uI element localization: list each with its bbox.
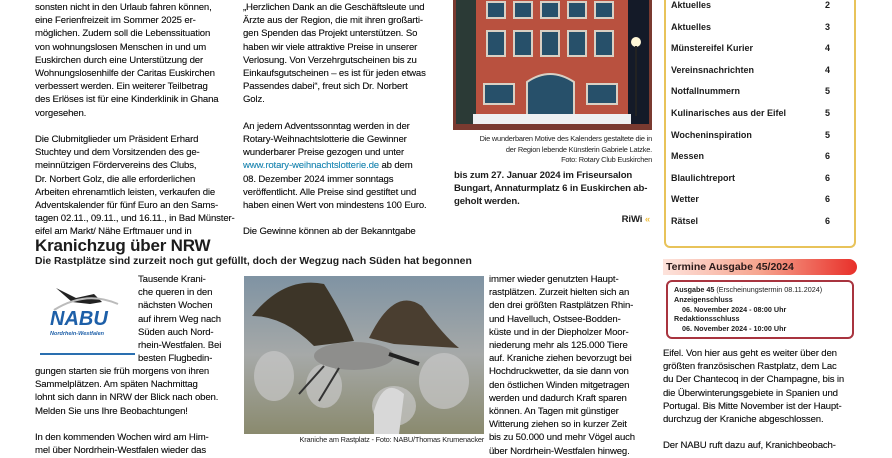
toc-item-label: Vereinsnachrichten	[671, 64, 755, 75]
text-line: Adventskalender für fünf Euro an den Sams-	[35, 200, 219, 212]
text-line: Eifel. Von hier aus geht es weiter über den	[663, 348, 837, 359]
article-column-4	[663, 347, 868, 453]
toc-item-label: Notfallnummern	[671, 86, 741, 97]
article-column-2-top	[243, 1, 448, 239]
text-line: besten Flugbedin-	[138, 353, 213, 365]
toc-item[interactable]	[671, 22, 830, 36]
text-line: gungen starten sie früh morgens von ihren	[35, 366, 210, 377]
text-line: Die Clubmitglieder um Präsident Erhard	[35, 134, 199, 146]
logo-underline	[40, 353, 135, 355]
nabu-logo-text: NABU	[50, 308, 108, 330]
toc-item-page: 2	[824, 0, 830, 10]
toc-item-label: Aktuelles	[671, 0, 712, 10]
text-line: haben einen Wert von mindestens 100 Euro.	[243, 200, 427, 212]
text-line: den drei größten Rastplätzen Rhin-	[489, 300, 634, 312]
text-line: Dr. Norbert Golz, die alle erforderlichen	[35, 173, 196, 185]
calendar-image-caption	[453, 134, 652, 166]
text-line: Stuchtey und dem Vorsitzenden des ge-	[35, 147, 200, 159]
toc-item[interactable]	[671, 216, 830, 230]
text-line: küste und in der Diepholzer Moor-	[489, 326, 629, 338]
text-line: Die wunderbaren Motive des Kalenders gestaltete die in	[479, 134, 652, 143]
toc-item-page: 4	[824, 43, 830, 54]
toc-item-label: Rätsel	[671, 216, 699, 226]
lottery-link[interactable]: www.rotary-weihnachtslotterie.de	[243, 160, 379, 172]
toc-item-page: 6	[824, 194, 830, 205]
toc-item[interactable]	[671, 108, 830, 122]
article-column-3	[489, 273, 654, 458]
text-line: über Nordrhein-Westfalen hinweg.	[489, 445, 630, 457]
text-line: che queren in den	[138, 287, 213, 299]
author-initials: RiWi	[621, 213, 643, 225]
text-line: können. An Tagen mit günstiger	[489, 406, 619, 418]
text-line: tagen 02.11., 09.11., und 16.11., in Bad Münster-	[35, 213, 235, 225]
text-line: Euskirchen durch eine Unterstützung der	[35, 54, 203, 66]
text-line: Golz.	[243, 94, 265, 106]
text-line: Witterung ziehen so in kurzer Zeit	[489, 419, 627, 431]
text-line: bis zu 50.000 und mehr Vögel auch	[489, 432, 635, 444]
toc-item-page: 6	[824, 151, 830, 162]
text-line: In den kommenden Wochen wird am Him-	[35, 432, 209, 443]
text-line: möglichen. Zudem soll die Lebenssituation	[35, 28, 211, 40]
text-line: 08. Dezember 2024 immer sonntags	[243, 173, 394, 185]
text-line: eine Ferienfreizeit im Sommer 2025 er-	[35, 15, 196, 27]
text-line: Der NABU ruft dazu auf, Kranichbeobach-	[663, 440, 836, 452]
text-line: „Herzlichen Dank an die Geschäftsleute und	[243, 2, 425, 13]
article-headline: Kranichzug über NRW	[35, 236, 211, 255]
text-line: Tausende Krani-	[138, 274, 206, 285]
article-intro-narrow	[138, 273, 238, 365]
text-line: Einkaufsgutscheinen – es ist für jeden etwas	[243, 68, 426, 80]
issue-date: (Erscheinungstermin 08.11.2024)	[714, 285, 823, 294]
lottery-link-line	[243, 159, 448, 172]
nabu-logo-sub: Nordrhein-Westfalen	[50, 331, 104, 337]
toc-item-page: 5	[824, 108, 830, 118]
toc-item-page: 5	[824, 86, 830, 97]
toc-item-page: 5	[824, 129, 830, 140]
advent-calendar-image	[453, 0, 652, 130]
toc-item-page: 6	[824, 172, 830, 183]
text-line: verbessert werden. Ein weiterer Teilbetrag	[35, 81, 208, 93]
text-line: Rotary-Weihnachtslotterie die Gewinner	[243, 134, 407, 146]
text-line: Die Gewinne können ab der Bekanntgabe	[243, 226, 416, 238]
text-line: des Erlöses ist für eine Kinderklinik in Ghana	[35, 94, 219, 106]
text-line: geholt werden.	[454, 196, 520, 208]
text-line: Bungart, Annaturmplatz 6 in Euskirchen ab-	[454, 183, 648, 195]
text-line: lohnt sich dann in NRW der Blick nach oben.	[35, 392, 219, 404]
end-mark: «	[644, 213, 650, 225]
crane-photo-caption: Kraniche am Rastplatz - Foto: NABU/Thomas Krumenacker	[299, 435, 484, 444]
text-line: niederung mehr als 125.000 Tiere	[489, 340, 628, 352]
toc-item[interactable]	[671, 86, 830, 100]
toc-item[interactable]	[671, 173, 830, 187]
text-line: rastplätzen. Zurzeit hielten sich an	[489, 287, 630, 299]
text-line: An jedem Adventssonntag werden in der	[243, 120, 410, 132]
text-line: die Überwinterungsgebiete in Spanien und	[663, 387, 838, 399]
article-subline: Die Rastplätze sind zurzeit noch gut gefüllt, doch der Wegzug nach Süden hat begonnen	[35, 256, 472, 267]
text-line: Foto: Rotary Club Euskirchen	[561, 155, 652, 164]
text-line: werden und dadurch Kraft sparen	[489, 392, 627, 404]
text-line: größten französischen Rastplatz, dem Lac	[663, 361, 837, 373]
toc-item-label: Messen	[671, 151, 705, 162]
text-line: von wohnungslosen Menschen in und um	[35, 41, 207, 53]
toc-item-label: Münstereifel Kurier	[671, 43, 754, 54]
article-intro-wide	[35, 365, 240, 457]
termine-box	[666, 280, 854, 339]
text-line: Portugal. Bis Mitte November ist der Haupt-	[663, 400, 842, 412]
text-line: Melden Sie uns Ihre Beobachtungen!	[35, 405, 188, 417]
toc-item-page: 4	[824, 64, 830, 75]
text-line: Hochdruckwetter, da sie dann von	[489, 366, 629, 378]
text-line: rhein-Westfalen. Bei	[138, 340, 222, 352]
crane-photo	[244, 276, 484, 434]
toc-item-label: Kulinarisches aus der Eifel	[671, 108, 787, 118]
text-line: Arbeiten ehrenamtlich leisten, verkaufen die	[35, 186, 216, 198]
text-line: und Havelluch, Ostsee-Bodden-	[489, 313, 621, 325]
text-line: meinnützigen Fördervereins des Clubs,	[35, 160, 197, 172]
toc-item-page: 6	[824, 216, 830, 226]
ad-deadline-label: Anzeigenschluss	[674, 294, 733, 304]
article-column-3-top	[454, 169, 654, 226]
text-line: veröffentlicht. Alle Preise sind gestiftet und	[243, 186, 417, 198]
toc-item[interactable]	[671, 130, 830, 144]
text-line: haben wir viele attraktive Preise in unserer	[243, 41, 418, 53]
text-line: Sammelplätzen. Am späten Nachmittag	[35, 379, 198, 391]
ad-deadline-date: 06. November 2024 - 08:00 Uhr	[682, 304, 787, 314]
toc-item[interactable]	[671, 194, 830, 208]
toc-item-label: Aktuelles	[671, 21, 712, 32]
toc-item[interactable]	[671, 0, 830, 14]
toc-item[interactable]	[671, 151, 830, 165]
text-line: der Region lebende Künstlerin Gabriele Latzke.	[505, 144, 652, 154]
text-line: mel über Nordrhein-Westfalen wieder das	[35, 445, 207, 457]
text-line: bis zum 27. Januar 2024 im Friseursalon	[454, 170, 633, 181]
text-line: eifel am Markt/ Nähe Erftmauer und in	[35, 226, 192, 238]
text-line: Ärzte aus der Region, die mit ihren großarti-	[243, 15, 423, 27]
toc-item[interactable]	[671, 43, 830, 57]
toc-item-label: Wetter	[671, 194, 699, 205]
text-line: gen Spenden das Projekt unterstützen. So	[243, 28, 418, 40]
text-line: auf ihrem Weg nach	[138, 313, 221, 325]
text-fragment: ab dem	[378, 160, 413, 172]
text-line: Verlosung. Von Verzehrgutscheinen bis zu	[243, 54, 417, 66]
text-line: Passendes dabei“, freut sich Dr. Norbert	[243, 81, 408, 93]
text-line: nächsten Wochen	[138, 300, 213, 312]
text-line: Wohnungslosenhilfe der Caritas Euskirchen	[35, 68, 215, 80]
text-line: vorgesehen.	[35, 107, 87, 119]
text-line: du Der Chantecoq in der Champagne, bis in	[663, 374, 845, 386]
toc-item[interactable]	[671, 65, 830, 79]
editorial-deadline-date: 06. November 2024 - 10:00 Uhr	[682, 324, 787, 334]
termine-heading: Termine Ausgabe 45/2024	[663, 259, 857, 275]
article-column-1-top	[35, 1, 240, 239]
table-of-contents	[664, 0, 856, 248]
text-line: Süden auch Nord-	[138, 326, 214, 338]
nabu-logo	[36, 280, 136, 342]
text-line: sonsten nicht in den Urlaub fahren können,	[35, 2, 212, 13]
text-line: durchzug der Kraniche abgeschlossen.	[663, 414, 824, 426]
toc-item-page: 3	[824, 21, 830, 32]
toc-item-label: Wocheninspiration	[671, 129, 752, 140]
toc-item-label: Blaulichtreport	[671, 172, 736, 183]
text-line: wunderbarer Preise gezogen und unter	[243, 147, 405, 159]
text-line: auf. Kraniche ziehen bevorzugt bei	[489, 353, 632, 365]
text-line: den östlichen Winden mitgetragen	[489, 379, 630, 391]
editorial-deadline-label: Redaktionsschluss	[674, 314, 740, 324]
issue-label: Ausgabe 45	[674, 285, 715, 294]
text-line: immer wieder genutzten Haupt-	[489, 274, 619, 285]
